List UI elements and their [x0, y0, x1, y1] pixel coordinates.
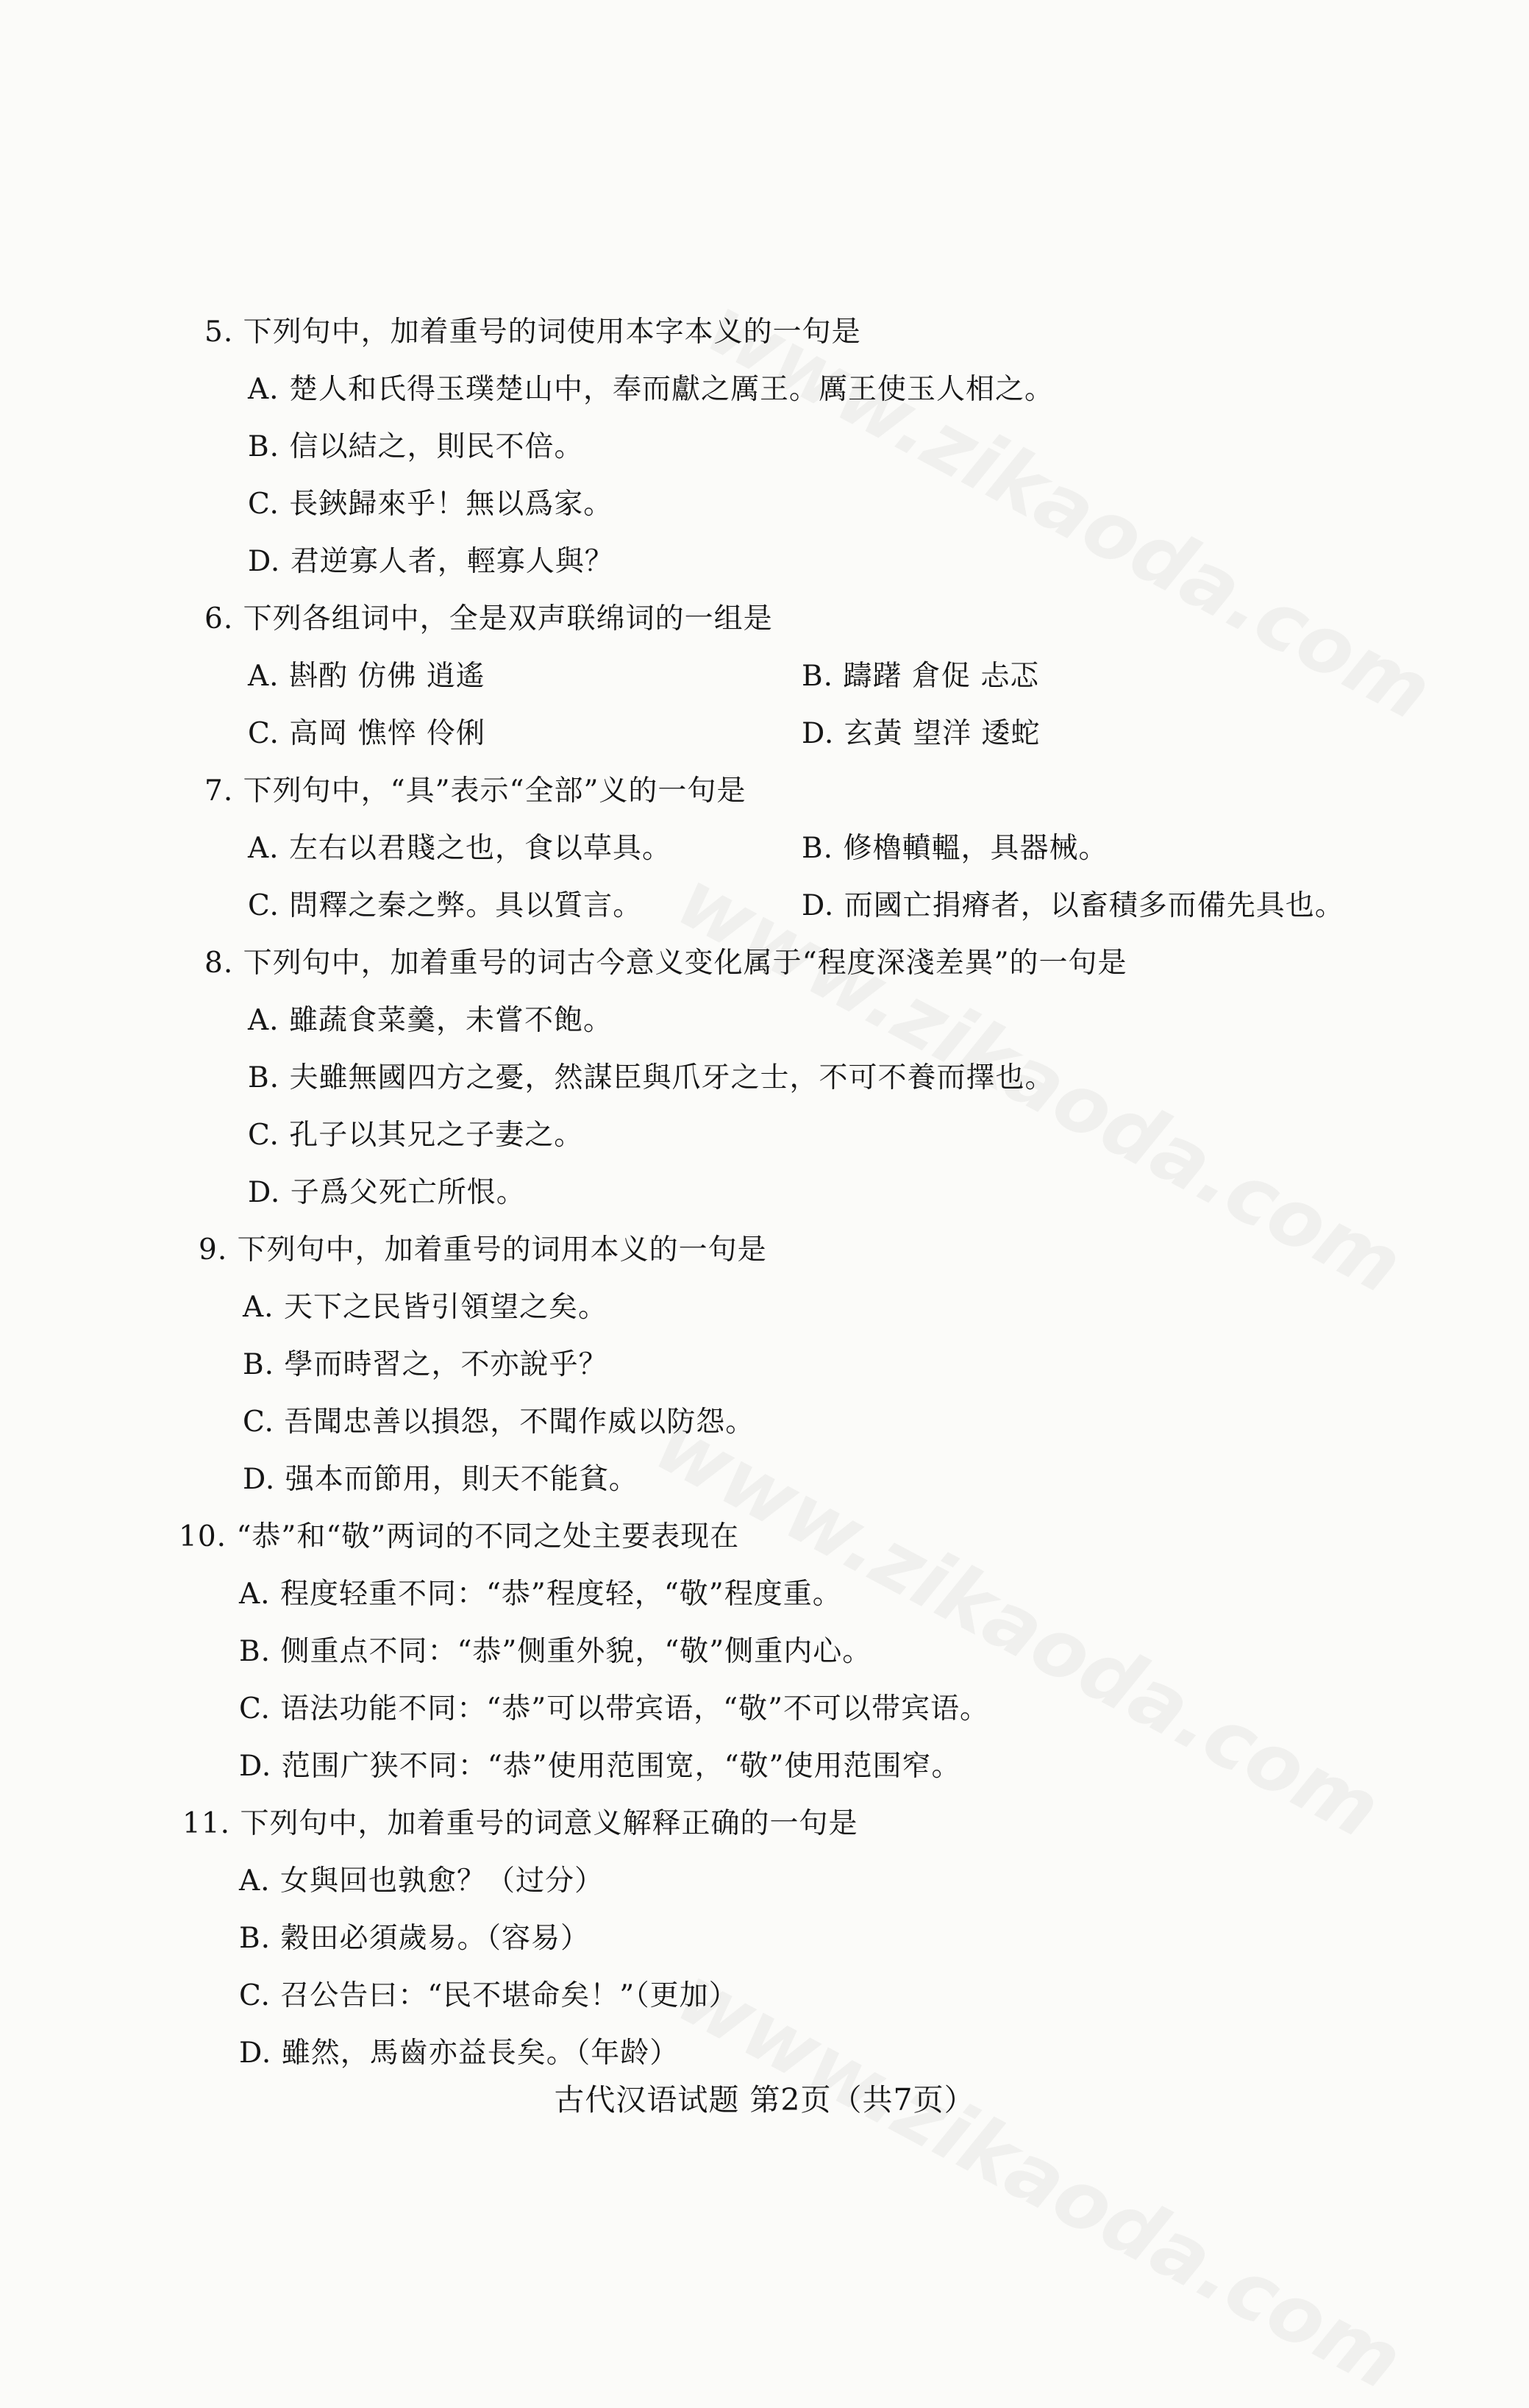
- option-text: 躊躇 倉促 忐忑: [843, 660, 1040, 693]
- question-5-stem: [204, 316, 861, 349]
- watermark: [663, 1949, 1416, 2408]
- option-text: 语法功能不同：“恭”可以带宾语，“敬”不可以带宾语。: [280, 1692, 990, 1725]
- question-9-option-b: [243, 1349, 607, 1381]
- option-text: 玄黃 望洋 逶蛇: [844, 717, 1041, 750]
- question-text: 下列各组词中，全是双声联绵词的一组是: [243, 602, 773, 635]
- question-8-option-b: [248, 1062, 1054, 1094]
- question-6-stem: [204, 603, 773, 635]
- option-label: A.: [248, 1004, 279, 1037]
- option-text: 侧重点不同：“恭”侧重外貌，“敬”侧重内心。: [280, 1635, 872, 1668]
- option-text: 學而時習之，不亦說乎？: [284, 1348, 608, 1381]
- question-7-option-b: [802, 833, 1108, 865]
- question-11-option-b: [239, 1923, 590, 1955]
- option-label: D.: [248, 1176, 281, 1209]
- option-label: C.: [248, 488, 279, 521]
- option-text: 楚人和氏得玉璞楚山中，奉而獻之厲王。厲王使玉人相之。: [288, 373, 1054, 406]
- question-text: 下列句中，加着重号的词古今意义变化属于“程度深淺差異”的一句是: [243, 947, 1127, 980]
- option-text: 雖蔬食菜羹，未嘗不飽。: [288, 1004, 613, 1037]
- option-label: A.: [239, 1864, 271, 1898]
- option-text: 范围广狭不同：“恭”使用范围宽，“敬”使用范围窄。: [281, 1750, 961, 1783]
- question-10-stem: [179, 1521, 739, 1553]
- question-8-option-c: [248, 1119, 583, 1152]
- option-text: 問釋之秦之弊。具以質言。: [289, 889, 643, 922]
- option-label: B.: [243, 1348, 275, 1381]
- question-7-option-c: [248, 890, 642, 922]
- option-label: A.: [239, 1578, 271, 1611]
- option-text: 穀田必須歲易。（容易）: [280, 1922, 590, 1955]
- page-footer: 古代汉语试题 第2页（共7页）: [554, 2082, 975, 2117]
- question-9-option-d: [243, 1464, 638, 1496]
- option-text: 高岡 憔悴 伶俐: [289, 717, 486, 750]
- option-text: 夫雖無國四方之憂，然謀臣與爪牙之士，不可不養而擇也。: [289, 1061, 1055, 1094]
- option-text: 女與回也孰愈？（过分）: [279, 1864, 604, 1898]
- question-11-option-a: [239, 1865, 604, 1898]
- option-text: 而國亡捐瘠者，以畜積多而備先具也。: [844, 889, 1344, 922]
- option-text: 雖然，馬齒亦益長矣。（年龄）: [281, 2037, 680, 2070]
- question-number: 10.: [179, 1520, 227, 1553]
- question-text: 下列句中，加着重号的词用本义的一句是: [237, 1233, 767, 1267]
- option-label: C.: [248, 889, 279, 922]
- option-label: D.: [802, 889, 835, 922]
- option-text: 信以結之，則民不倍。: [289, 430, 584, 463]
- option-label: B.: [248, 1061, 280, 1094]
- question-number: 9.: [199, 1233, 228, 1267]
- question-8-stem: [204, 947, 1127, 980]
- option-text: 吾聞忠善以損怨，不聞作威以防怨。: [284, 1406, 755, 1439]
- question-7-option-d: [802, 890, 1344, 922]
- option-text: 召公告曰：“民不堪命矣！”（更加）: [280, 1979, 738, 2012]
- question-11-stem: [182, 1808, 858, 1840]
- question-7-option-a: [248, 833, 671, 865]
- option-label: A.: [243, 1291, 274, 1324]
- question-text: 下列句中，加着重号的词使用本字本义的一句是: [243, 316, 861, 349]
- question-10-option-d: [239, 1750, 960, 1783]
- option-label: C.: [248, 1119, 279, 1152]
- question-6-option-b: [802, 660, 1039, 693]
- option-label: C.: [248, 717, 279, 750]
- question-9-stem: [199, 1234, 767, 1267]
- question-6-option-d: [802, 718, 1040, 750]
- question-8-option-d: [248, 1177, 526, 1209]
- question-number: 11.: [182, 1807, 231, 1840]
- question-10-option-b: [239, 1636, 872, 1668]
- option-text: 修櫓轒轀，具器械。: [843, 832, 1108, 865]
- option-label: A.: [248, 373, 279, 406]
- option-text: 程度轻重不同：“恭”程度轻，“敬”程度重。: [279, 1578, 842, 1611]
- question-11-option-c: [239, 1980, 738, 2012]
- option-text: 長鋏歸來乎！無以爲家。: [289, 488, 613, 521]
- option-text: 左右以君賤之也，食以草具。: [288, 832, 671, 865]
- question-text: “恭”和“敬”两词的不同之处主要表现在: [236, 1520, 740, 1553]
- question-number: 8.: [204, 947, 234, 980]
- question-5-option-a: [248, 374, 1054, 406]
- option-label: D.: [243, 1463, 276, 1496]
- option-label: D.: [239, 2037, 272, 2070]
- option-label: D.: [802, 717, 835, 750]
- option-text: 斟酌 仿佛 逍遙: [288, 660, 485, 693]
- question-8-option-a: [248, 1005, 613, 1037]
- option-label: C.: [239, 1979, 271, 2012]
- option-label: B.: [239, 1922, 271, 1955]
- question-5-option-d: [248, 546, 614, 578]
- option-label: C.: [243, 1406, 274, 1439]
- question-text: 下列句中，加着重号的词意义解释正确的一句是: [240, 1807, 858, 1840]
- question-number: 7.: [204, 774, 234, 808]
- option-label: A.: [248, 660, 279, 693]
- question-9-option-a: [243, 1292, 607, 1324]
- option-label: B.: [248, 430, 280, 463]
- option-text: 君逆寡人者，輕寡人與？: [290, 545, 614, 578]
- question-5-option-b: [248, 431, 583, 463]
- option-text: 强本而節用，則天不能貧。: [285, 1463, 638, 1496]
- option-label: B.: [802, 832, 834, 865]
- question-text: 下列句中，“具”表示“全部”义的一句是: [243, 774, 746, 808]
- option-label: C.: [239, 1692, 271, 1725]
- question-6-option-a: [248, 660, 485, 693]
- question-10-option-c: [239, 1693, 989, 1725]
- question-10-option-a: [239, 1578, 842, 1611]
- option-label: B.: [239, 1635, 271, 1668]
- option-text: 天下之民皆引領望之矣。: [283, 1291, 607, 1324]
- question-11-option-d: [239, 2037, 679, 2070]
- option-label: D.: [239, 1750, 272, 1783]
- option-label: B.: [802, 660, 834, 693]
- question-number: 6.: [204, 602, 234, 635]
- option-text: 孔子以其兄之子妻之。: [289, 1119, 584, 1152]
- question-6-option-c: [248, 718, 485, 750]
- question-5-option-c: [248, 488, 613, 521]
- option-label: D.: [248, 545, 281, 578]
- option-text: 子爲父死亡所恨。: [290, 1176, 526, 1209]
- question-7-stem: [204, 775, 746, 808]
- watermark: [641, 1397, 1394, 1856]
- option-label: A.: [248, 832, 279, 865]
- question-9-option-c: [243, 1406, 755, 1439]
- question-number: 5.: [204, 316, 234, 349]
